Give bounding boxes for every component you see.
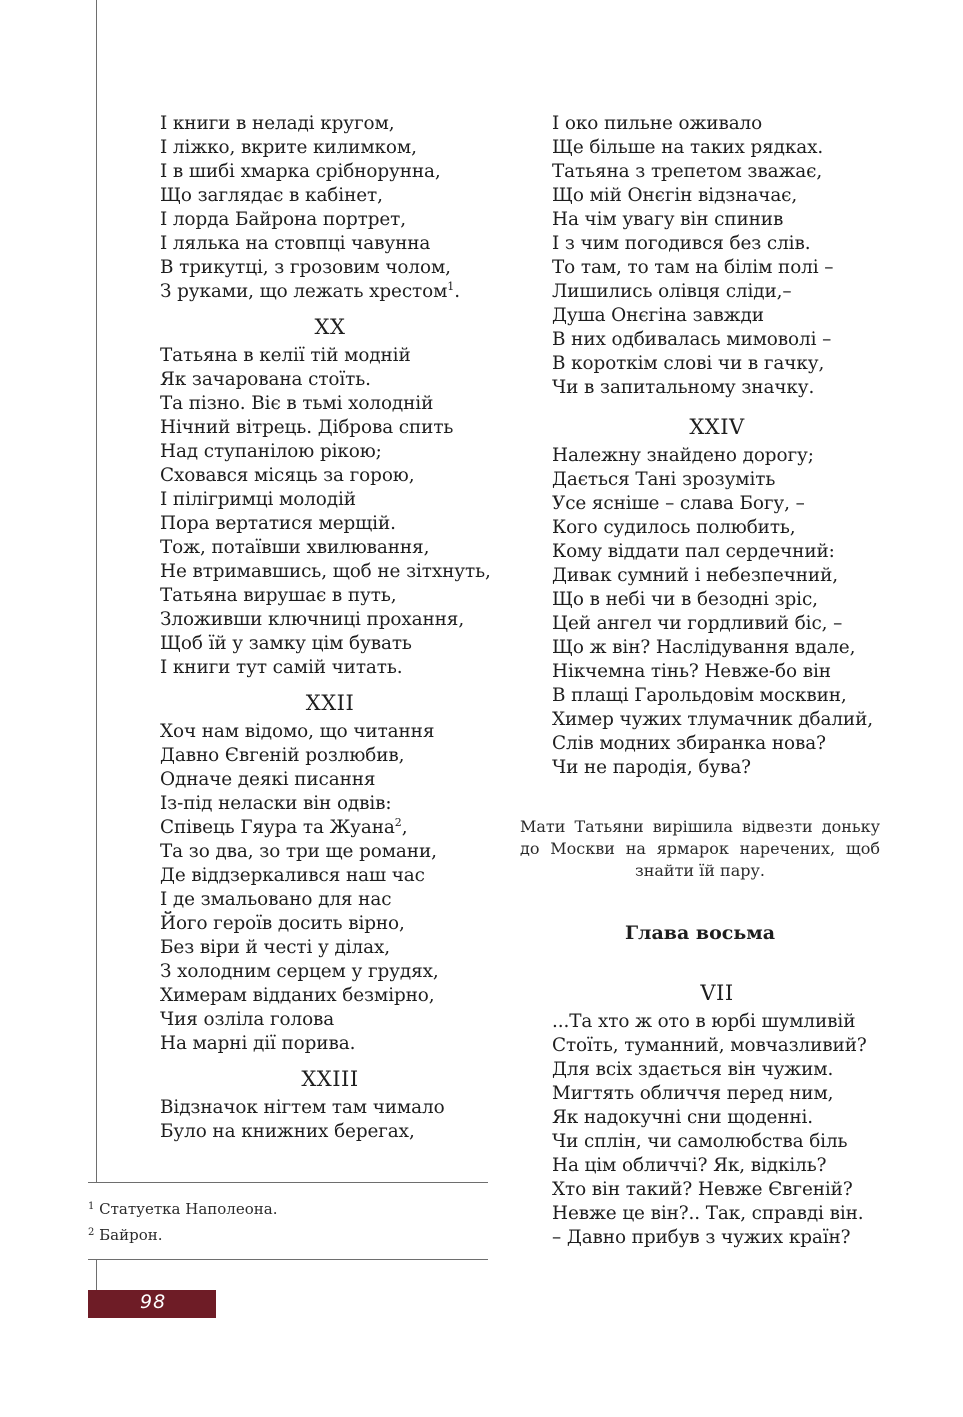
footnotes — [88, 1196, 277, 1248]
verse-line-text: Зложивши ключниці прохання, — [160, 609, 465, 630]
verse-line: Ще більше на таких рядках. — [552, 137, 824, 158]
verse-line — [160, 656, 500, 680]
footnote-reference: 1 — [447, 280, 455, 293]
verse-line — [160, 536, 500, 560]
verse-line — [160, 632, 500, 656]
footnote-text: Статуетка Наполеона. — [99, 1200, 278, 1218]
verse-line — [160, 984, 500, 1008]
verse-line — [160, 160, 500, 184]
verse-line: Нікчемна тінь? Невже-бо він — [552, 661, 831, 682]
verse-line-text: Де віддзеркалився наш час — [160, 865, 425, 886]
verse-line: Для всіх здається він чужим. — [552, 1059, 834, 1080]
margin-rule-top — [96, 0, 97, 1182]
verse-line: Чи в запитальному значку. — [552, 377, 815, 398]
verse-line: В плащі Гарольдовім москвин, — [552, 685, 847, 706]
footnote-rule-bottom — [88, 1259, 488, 1260]
verse-line — [160, 136, 500, 160]
verse-line — [160, 792, 500, 816]
verse-line — [160, 912, 500, 936]
verse-line — [160, 488, 500, 512]
chapter-summary: Мати Татьяни вирішила відвезти доньку до Москви на ярмарок наречених, щоб знайти їй пару. — [520, 817, 880, 880]
page-number-tab — [88, 1290, 216, 1318]
footnote-reference: 2 — [394, 816, 402, 829]
verse-line — [160, 888, 500, 912]
verse-line-punctuation: , — [401, 817, 408, 838]
verse-line: Чи не пародія, бува? — [552, 757, 751, 778]
stanza-heading-xxiv: XXIV — [689, 415, 745, 439]
verse-line: І з чим погодився без слів. — [552, 233, 811, 254]
chapter-title: Глава восьма — [624, 922, 776, 944]
verse-line: В короткім слові чи в гачку, — [552, 353, 825, 374]
verse-line — [160, 512, 500, 536]
verse-line: Татьяна з трепетом зважає, — [552, 161, 823, 182]
verse-line: Цей ангел чи гордливий біс, – — [552, 613, 843, 634]
verse-line — [160, 584, 500, 608]
verse-line — [160, 232, 500, 256]
verse-line — [160, 720, 500, 744]
verse-line: Стоїть, туманний, мовчазливий? — [552, 1035, 867, 1056]
verse-line: ...Та хто ж ото в юрбі шумливій — [552, 1011, 856, 1032]
verse-line — [160, 416, 500, 440]
stanza-heading: XXII — [305, 691, 355, 715]
verse-line-punctuation: . — [454, 281, 460, 302]
verse-line — [160, 112, 500, 136]
stanza-heading: XXIII — [301, 1067, 359, 1091]
verse-line: Дивак сумний і небезпечний, — [552, 565, 838, 586]
verse-line — [160, 608, 500, 632]
verse-line — [160, 744, 500, 768]
verse-line — [160, 864, 500, 888]
verse-line: То там, то там на білім полі – — [552, 257, 834, 278]
verse-line: Кого судилось полюбить, — [552, 517, 796, 538]
verse-line-text: Його героїв досить вірно, — [160, 913, 405, 934]
verse-line — [160, 936, 500, 960]
stanza — [160, 314, 500, 680]
footnote-rule-top — [88, 1182, 488, 1183]
verse-line-text: Хоч нам відомо, що читання — [160, 721, 435, 742]
verse-line-text: Співець Гяура та Жуана — [160, 817, 395, 838]
verse-line-text: Відзначок нігтем там чимало — [160, 1097, 445, 1118]
verse-line-text: Татьяна вирушає в путь, — [160, 585, 397, 606]
verse-line-text: І де змальовано для нас — [160, 889, 392, 910]
stanza-vii — [552, 1010, 882, 1250]
verse-line: – Давно прибув з чужих країн? — [552, 1227, 851, 1248]
left-column — [160, 112, 500, 1144]
stanza-heading-vii: VII — [700, 981, 734, 1005]
verse-line-text: Із-під неласки він одвів: — [160, 793, 392, 814]
verse-line: На цім обличчі? Як, відкіль? — [552, 1155, 827, 1176]
verse-line: Як надокучні сни щоденні. — [552, 1107, 814, 1128]
verse-line — [160, 1120, 500, 1144]
verse-line-text: На марні дії порива. — [160, 1033, 356, 1054]
verse-line: Мигтять обличчя перед ним, — [552, 1083, 834, 1104]
verse-line: Дається Тані зрозуміть — [552, 469, 776, 490]
verse-line-text: Татьяна в келії тій модній — [160, 345, 411, 366]
verse-line: Химер чужих тлумачник дбалий, — [552, 709, 873, 730]
verse-line — [160, 368, 500, 392]
verse-line-text: В трикутці, з грозовим чолом, — [160, 257, 451, 278]
margin-rule-bottom — [96, 1259, 97, 1290]
footnote-mark: 1 — [88, 1201, 95, 1212]
verse-line: Що в небі чи в безодні зріс, — [552, 589, 818, 610]
footnote-mark: 2 — [88, 1227, 95, 1238]
verse-line — [160, 344, 500, 368]
verse-line-text: Пора вертатися мерщій. — [160, 513, 396, 534]
verse-line-text: І в шибі хмарка срібнорунна, — [160, 161, 441, 182]
verse-line-text: З руками, що лежать хрестом — [160, 281, 448, 302]
verse-line: Усе ясніше – слава Богу, – — [552, 493, 805, 514]
verse-line-text: І книги в неладі кругом, — [160, 113, 395, 134]
verse-line — [160, 816, 500, 840]
stanza — [160, 690, 500, 1056]
verse-line — [160, 208, 500, 232]
verse-line-text: Було на книжних берегах, — [160, 1121, 415, 1142]
verse-line: Кому віддати пал сердечний: — [552, 541, 835, 562]
verse-line-text: Не втримавшись, щоб не зітхнуть, — [160, 561, 491, 582]
verse-line-text: Давно Євгеній розлюбив, — [160, 745, 405, 766]
verse-line: В них одбивалась мимоволі – — [552, 329, 832, 350]
verse-line — [160, 184, 500, 208]
footnote-text: Байрон. — [99, 1226, 163, 1244]
verse-line-text: Чия озліла голова — [160, 1009, 335, 1030]
verse-line-text: Без віри й честі у ділах, — [160, 937, 390, 958]
verse-line: Слів модних збиранка нова? — [552, 733, 826, 754]
verse-line-text: І книги тут самій читать. — [160, 657, 403, 678]
verse-line: Душа Онєгіна завжди — [552, 305, 764, 326]
verse-line-text: І пілігримці молодій — [160, 489, 356, 510]
verse-line-text: Нічний вітрець. Діброва спить — [160, 417, 454, 438]
stanza-continuation — [552, 112, 882, 400]
verse-line: Що мій Онєгін відзначає, — [552, 185, 798, 206]
verse-line — [160, 1096, 500, 1120]
verse-line: Невже це він?.. Так, справді він. — [552, 1203, 864, 1224]
verse-line — [160, 440, 500, 464]
verse-line — [160, 560, 500, 584]
verse-line — [160, 280, 500, 304]
verse-line-text: І лялька на стовпці чавунна — [160, 233, 431, 254]
verse-line — [160, 768, 500, 792]
stanza — [160, 1066, 500, 1144]
verse-line: І око пильне оживало — [552, 113, 763, 134]
verse-line — [160, 1008, 500, 1032]
verse-line-text: Як зачарована стоїть. — [160, 369, 371, 390]
verse-line-text: Одначе деякі писання — [160, 769, 376, 790]
verse-line: Чи сплін, чи самолюбства біль — [552, 1131, 848, 1152]
verse-line-text: З холодним серцем у грудях, — [160, 961, 439, 982]
verse-line-text: Тож, потаївши хвилювання, — [160, 537, 430, 558]
stanza-xxiv — [552, 444, 882, 780]
verse-line-text: Сховався місяць за горою, — [160, 465, 415, 486]
verse-line: Хто він такий? Невже Євгеній? — [552, 1179, 853, 1200]
verse-line-text: Та зо два, зо три ще романи, — [160, 841, 437, 862]
stanza-continuation — [160, 112, 500, 304]
verse-line: Лишились олівця сліди,– — [552, 281, 792, 302]
verse-line — [160, 960, 500, 984]
verse-line — [160, 464, 500, 488]
page-number: 98 — [140, 1291, 167, 1313]
verse-line: На чім увагу він спинив — [552, 209, 784, 230]
verse-line-text: Над ступанілою рікою; — [160, 441, 382, 462]
verse-line: Що ж він? Наслідування вдале, — [552, 637, 856, 658]
footnote-1 — [88, 1196, 277, 1222]
verse-line-text: І лорда Байрона портрет, — [160, 209, 406, 230]
verse-line-text: І ліжко, вкрите килимком, — [160, 137, 417, 158]
verse-line — [160, 840, 500, 864]
verse-line — [160, 392, 500, 416]
right-column — [520, 112, 882, 1250]
footnote-2 — [88, 1222, 277, 1248]
verse-line: Належну знайдено дорогу; — [552, 445, 814, 466]
verse-line-text: Та пізно. Віє в тьмі холодній — [160, 393, 434, 414]
verse-line — [160, 1032, 500, 1056]
stanza-heading: XX — [314, 315, 346, 339]
verse-line-text: Що заглядає в кабінет, — [160, 185, 383, 206]
verse-line — [160, 256, 500, 280]
verse-line-text: Химерам відданих безмірно, — [160, 985, 435, 1006]
verse-line-text: Щоб їй у замку цім бувать — [160, 633, 412, 654]
